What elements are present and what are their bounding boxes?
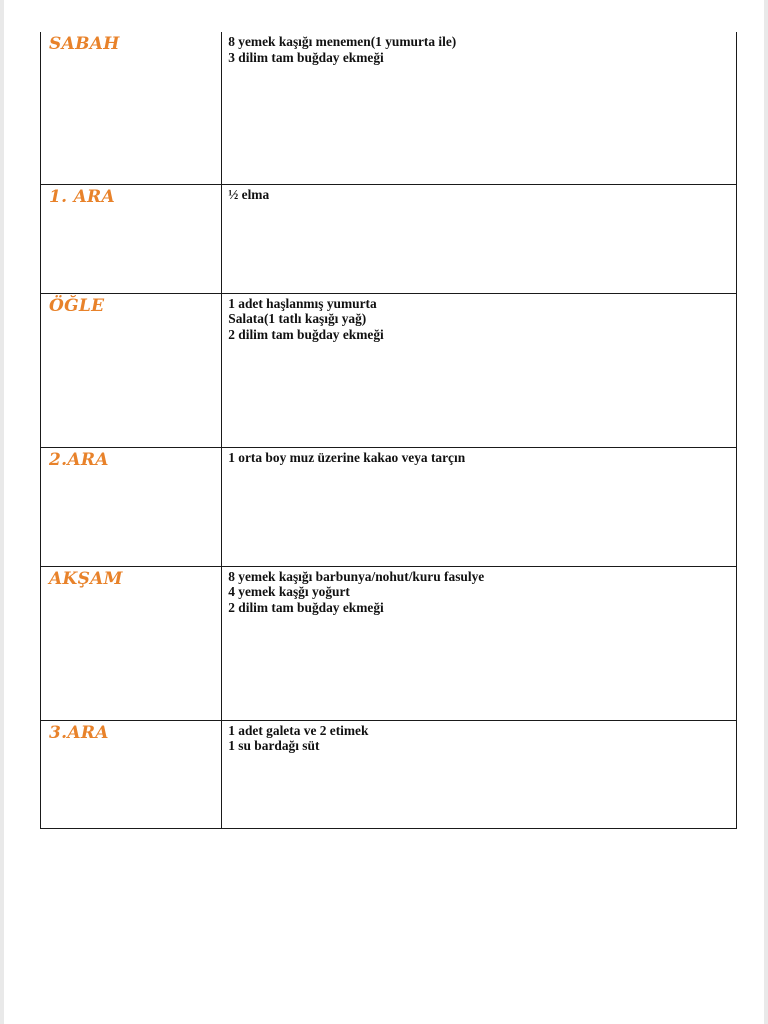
meal-row-ogle bbox=[41, 293, 737, 447]
meal-label-cell bbox=[41, 184, 222, 293]
meal-label: 3.ARA bbox=[49, 722, 109, 743]
meal-item: Salata(1 tatlı kaşığı yağ) bbox=[228, 311, 367, 327]
meal-row-ara-2 bbox=[41, 447, 737, 566]
meal-content-cell bbox=[222, 32, 737, 184]
meal-row-aksam bbox=[41, 566, 737, 720]
meal-label: ÖĞLE bbox=[49, 295, 105, 316]
meal-label-cell bbox=[41, 720, 222, 828]
meal-item: 3 dilim tam buğday ekmeği bbox=[228, 49, 384, 65]
meal-plan-table bbox=[40, 32, 737, 829]
meal-item: 8 yemek kaşığı menemen(1 yumurta ile) bbox=[228, 34, 457, 49]
meal-item: 1 su bardağı süt bbox=[228, 738, 320, 754]
meal-item: 2 dilim tam buğday ekmeği bbox=[228, 599, 384, 615]
meal-item: ½ elma bbox=[228, 186, 270, 202]
meal-row-ara-1 bbox=[41, 184, 737, 293]
meal-label: 1. ARA bbox=[49, 186, 115, 207]
meal-label-cell bbox=[41, 293, 222, 447]
meal-item: 4 yemek kaşğı yoğurt bbox=[228, 584, 350, 600]
meal-content-cell bbox=[222, 447, 737, 566]
meal-content-cell bbox=[222, 293, 737, 447]
meal-label: SABAH bbox=[49, 34, 120, 54]
meal-row-ara-3 bbox=[41, 720, 737, 828]
meal-item: 1 orta boy muz üzerine kakao veya tarçın bbox=[228, 449, 466, 465]
meal-content-cell bbox=[222, 720, 737, 828]
meal-row-sabah bbox=[41, 32, 737, 184]
meal-label-cell bbox=[41, 32, 222, 184]
meal-content-cell bbox=[222, 566, 737, 720]
meal-item: 1 adet haşlanmış yumurta bbox=[228, 295, 377, 311]
meal-item: 8 yemek kaşığı barbunya/nohut/kuru fasulye bbox=[228, 568, 485, 584]
meal-item: 1 adet galeta ve 2 etimek bbox=[228, 722, 369, 738]
meal-label-cell bbox=[41, 447, 222, 566]
meal-label-cell bbox=[41, 566, 222, 720]
meal-item: 2 dilim tam buğday ekmeği bbox=[228, 326, 384, 342]
meal-content-cell bbox=[222, 184, 737, 293]
meal-label: 2.ARA bbox=[49, 449, 109, 470]
meal-label: AKŞAM bbox=[49, 568, 123, 589]
document-page bbox=[4, 0, 764, 1024]
